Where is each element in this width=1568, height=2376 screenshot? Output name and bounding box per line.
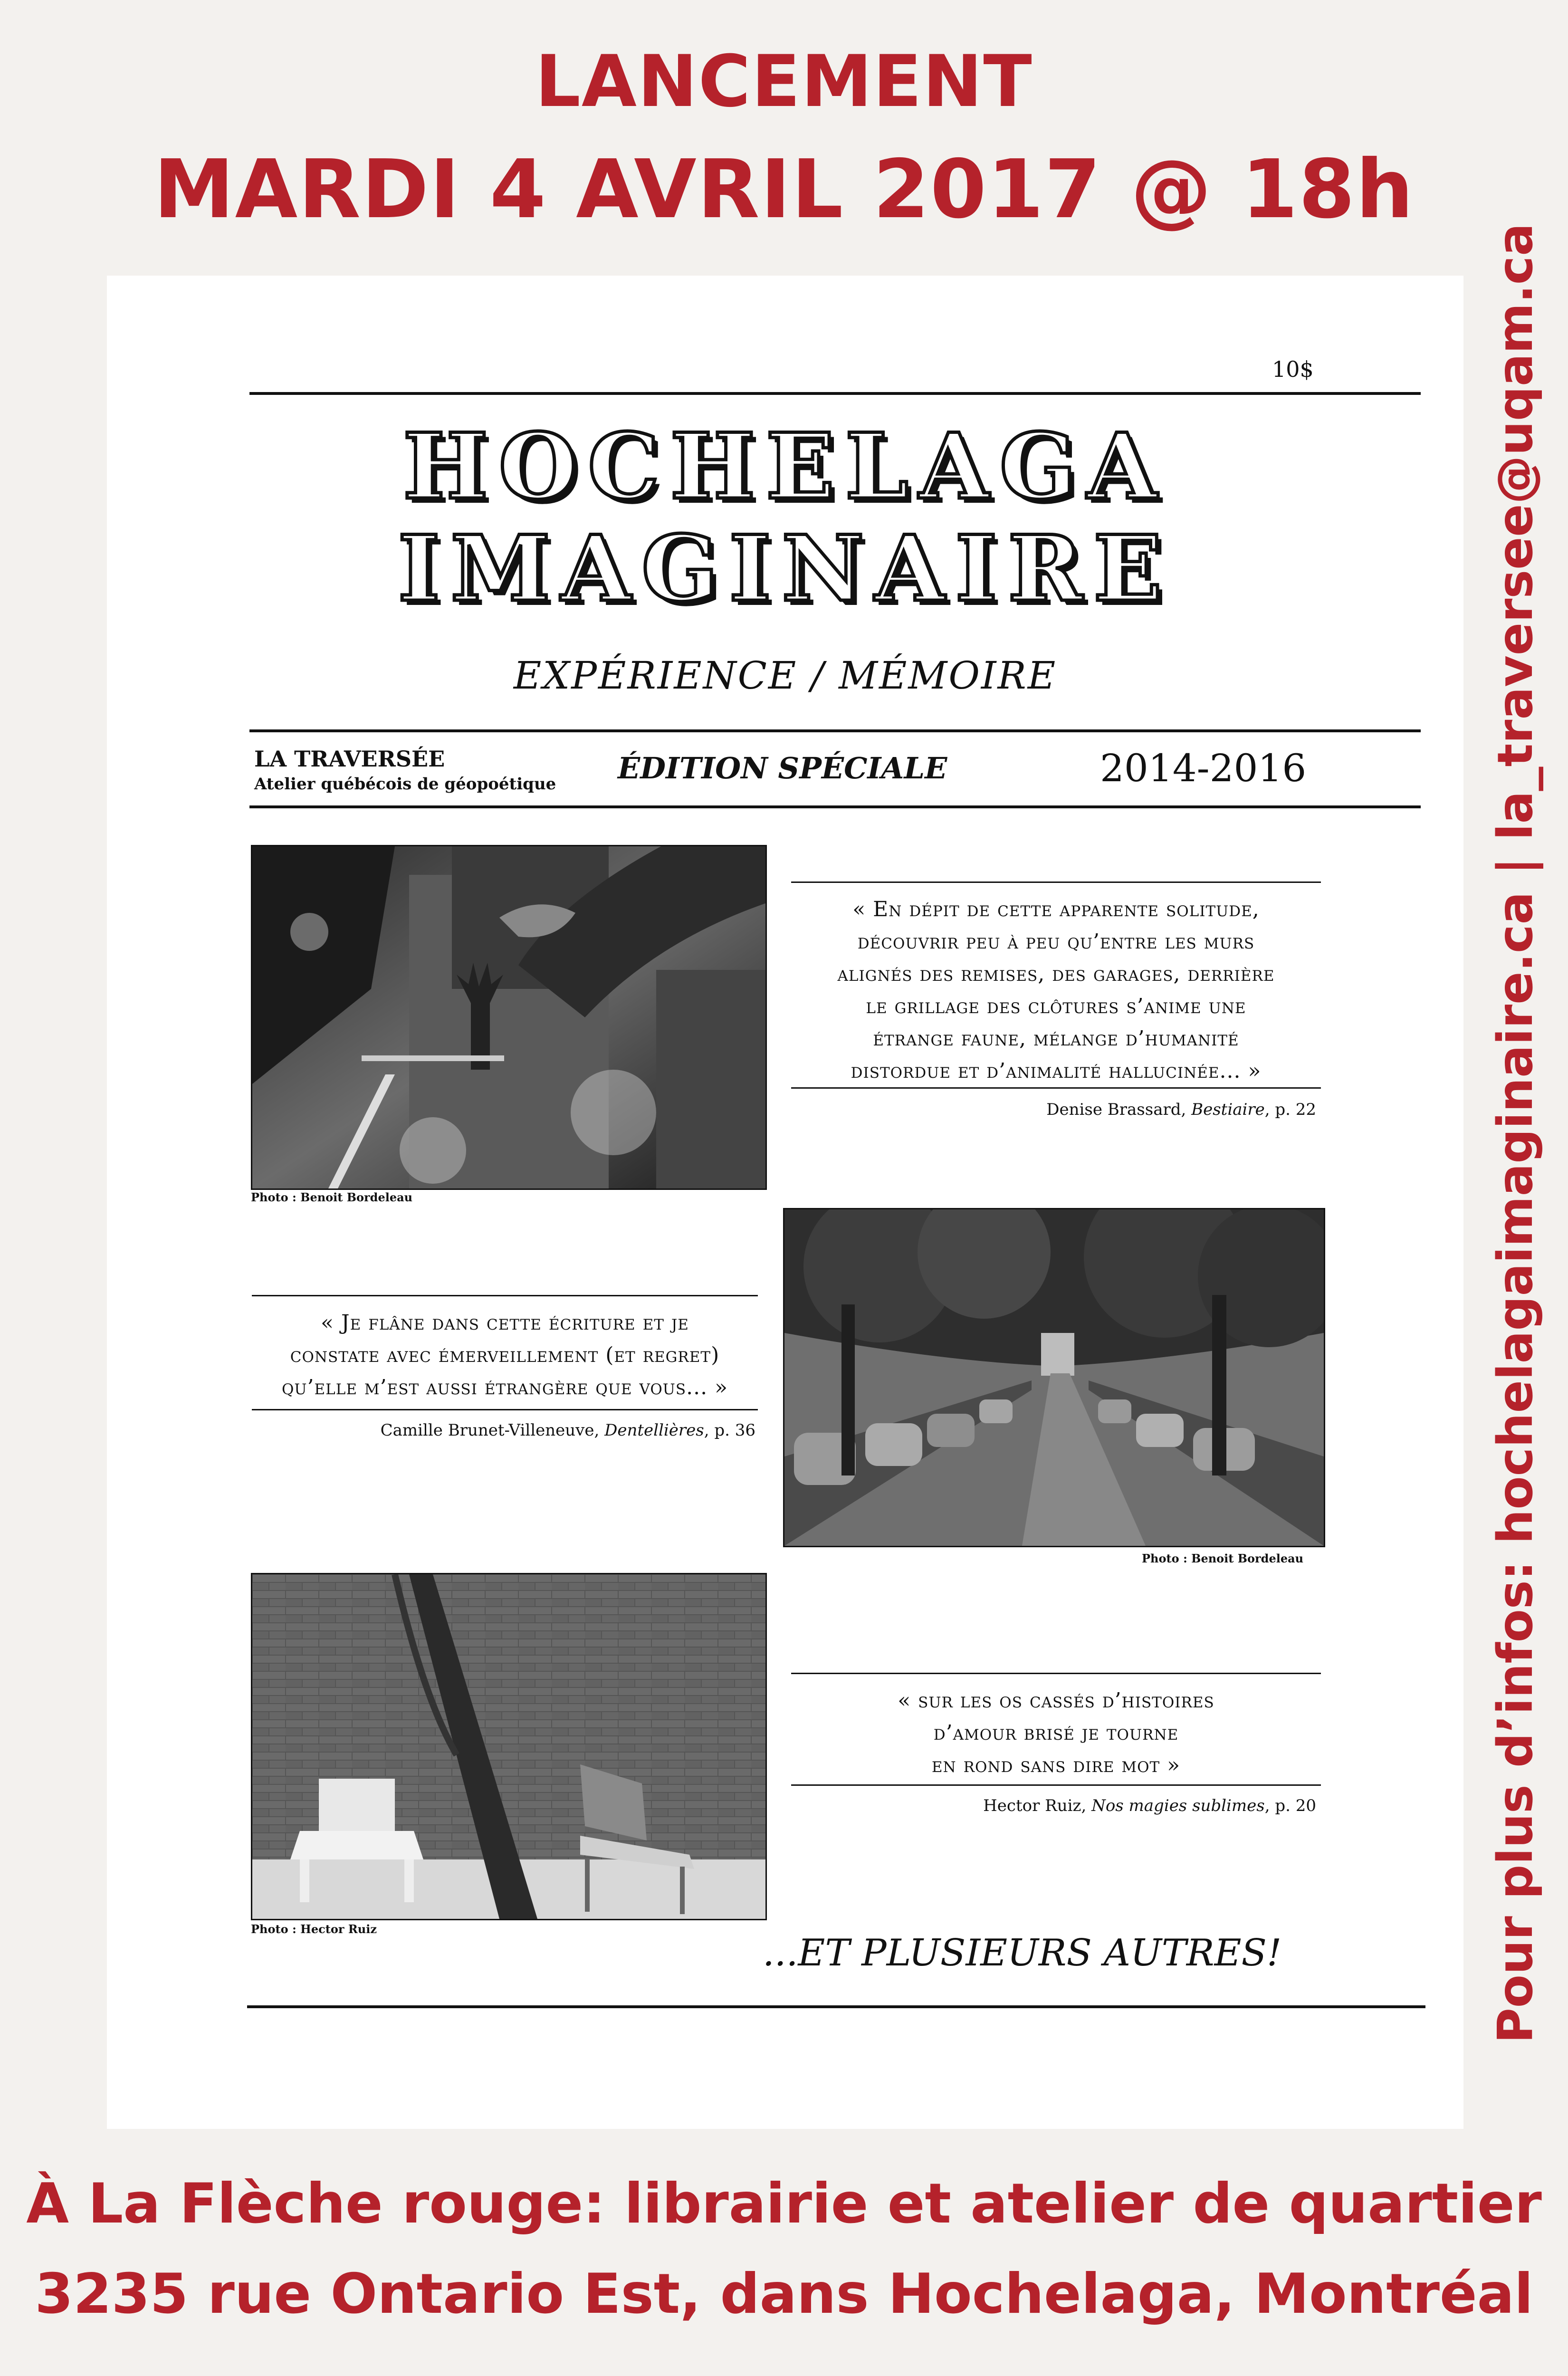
photo-chairs (251, 1573, 767, 1920)
photo-credit-3: Photo : Hector Ruiz (251, 1922, 377, 1936)
quote-3-line: d’amour brisé je tourne (933, 1721, 1179, 1745)
masthead-line-2: IMAGINAIRE (398, 516, 1173, 622)
edition-label: ÉDITION SPÉCIALE (618, 751, 947, 786)
quote-1 (791, 893, 1321, 1087)
attribution-work: Dentellières (604, 1421, 704, 1440)
subtitle: EXPÉRIENCE / MÉMOIRE (513, 653, 1057, 698)
photo-courtyard (251, 845, 767, 1190)
attribution-page: , p. 36 (704, 1421, 755, 1440)
price-label: 10$ (1272, 356, 1314, 382)
quote-2-line: « Je flâne dans cette écriture et je (321, 1311, 689, 1335)
venue-line: À La Flèche rouge: librairie et atelier de quartier (26, 2172, 1542, 2236)
attribution-page: , p. 20 (1264, 1796, 1316, 1815)
attribution-author: Denise Brassard, (1046, 1100, 1192, 1119)
quote-1-attribution (791, 1100, 1316, 1119)
and-many-others: ...ET PLUSIEURS AUTRES! (763, 1932, 1282, 1974)
quote-2-attribution (252, 1421, 755, 1440)
quote-1-top-rule (791, 881, 1321, 883)
quote-3-attribution (791, 1796, 1316, 1815)
photo-street (783, 1208, 1325, 1547)
masthead-line-1: HOCHELAGA (402, 413, 1168, 519)
publisher-name: LA TRAVERSÉE (254, 746, 445, 772)
rule-above-banner (249, 729, 1421, 732)
attribution-work: Nos magies sublimes (1091, 1796, 1265, 1815)
quote-1-line: « En dépit de cette apparente solitude, (852, 897, 1260, 921)
quote-1-bottom-rule (791, 1087, 1321, 1089)
bottom-rule (247, 2005, 1425, 2008)
event-title: LANCEMENT (535, 40, 1033, 123)
quote-1-line: étrange faune, mélange d’humanité (873, 1026, 1239, 1051)
quote-2-line: constate avec émerveillement (et regret) (290, 1343, 720, 1367)
photo-credit-1: Photo : Benoit Bordeleau (251, 1190, 413, 1204)
quote-3 (791, 1685, 1321, 1782)
quote-1-line: distordue et d’animalité hallucinée... » (851, 1059, 1262, 1083)
top-rule (249, 392, 1421, 395)
publisher-subtitle: Atelier québécois de géopoétique (254, 775, 556, 794)
quote-1-line: alignés des remises, des garages, derrière (837, 962, 1275, 986)
quote-2-line: qu’elle m’est aussi étrangère que vous... » (281, 1375, 728, 1399)
quote-1-line: découvrir peu à peu qu’entre les murs (857, 929, 1255, 954)
quote-2-top-rule (252, 1295, 758, 1296)
years-label: 2014-2016 (1100, 746, 1307, 790)
quote-2-bottom-rule (252, 1409, 758, 1410)
attribution-page: , p. 22 (1264, 1100, 1316, 1119)
attribution-work: Bestiaire (1191, 1100, 1265, 1119)
quote-1-line: le grillage des clôtures s’anime une (866, 994, 1246, 1018)
rule-below-banner (249, 805, 1421, 808)
address-line: 3235 rue Ontario Est, dans Hochelaga, Montréal (35, 2262, 1533, 2326)
event-date: MARDI 4 AVRIL 2017 @ 18h (153, 143, 1415, 237)
photo-credit-2: Photo : Benoit Bordeleau (1142, 1552, 1304, 1565)
quote-3-line: en rond sans dire mot » (931, 1753, 1181, 1777)
newspaper-cover (107, 276, 1463, 2129)
attribution-author: Hector Ruiz, (983, 1796, 1092, 1815)
quote-2 (252, 1307, 758, 1404)
quote-3-line: « sur les os cassés d’histoires (898, 1688, 1214, 1713)
attribution-author: Camille Brunet-Villeneuve, (380, 1421, 605, 1440)
info-sidebar: Pour plus d’infos: hochelagaimaginaire.ca | la_traversee@uqam.ca (1487, 223, 1544, 2043)
quote-3-bottom-rule (791, 1784, 1321, 1786)
quote-3-top-rule (791, 1673, 1321, 1674)
